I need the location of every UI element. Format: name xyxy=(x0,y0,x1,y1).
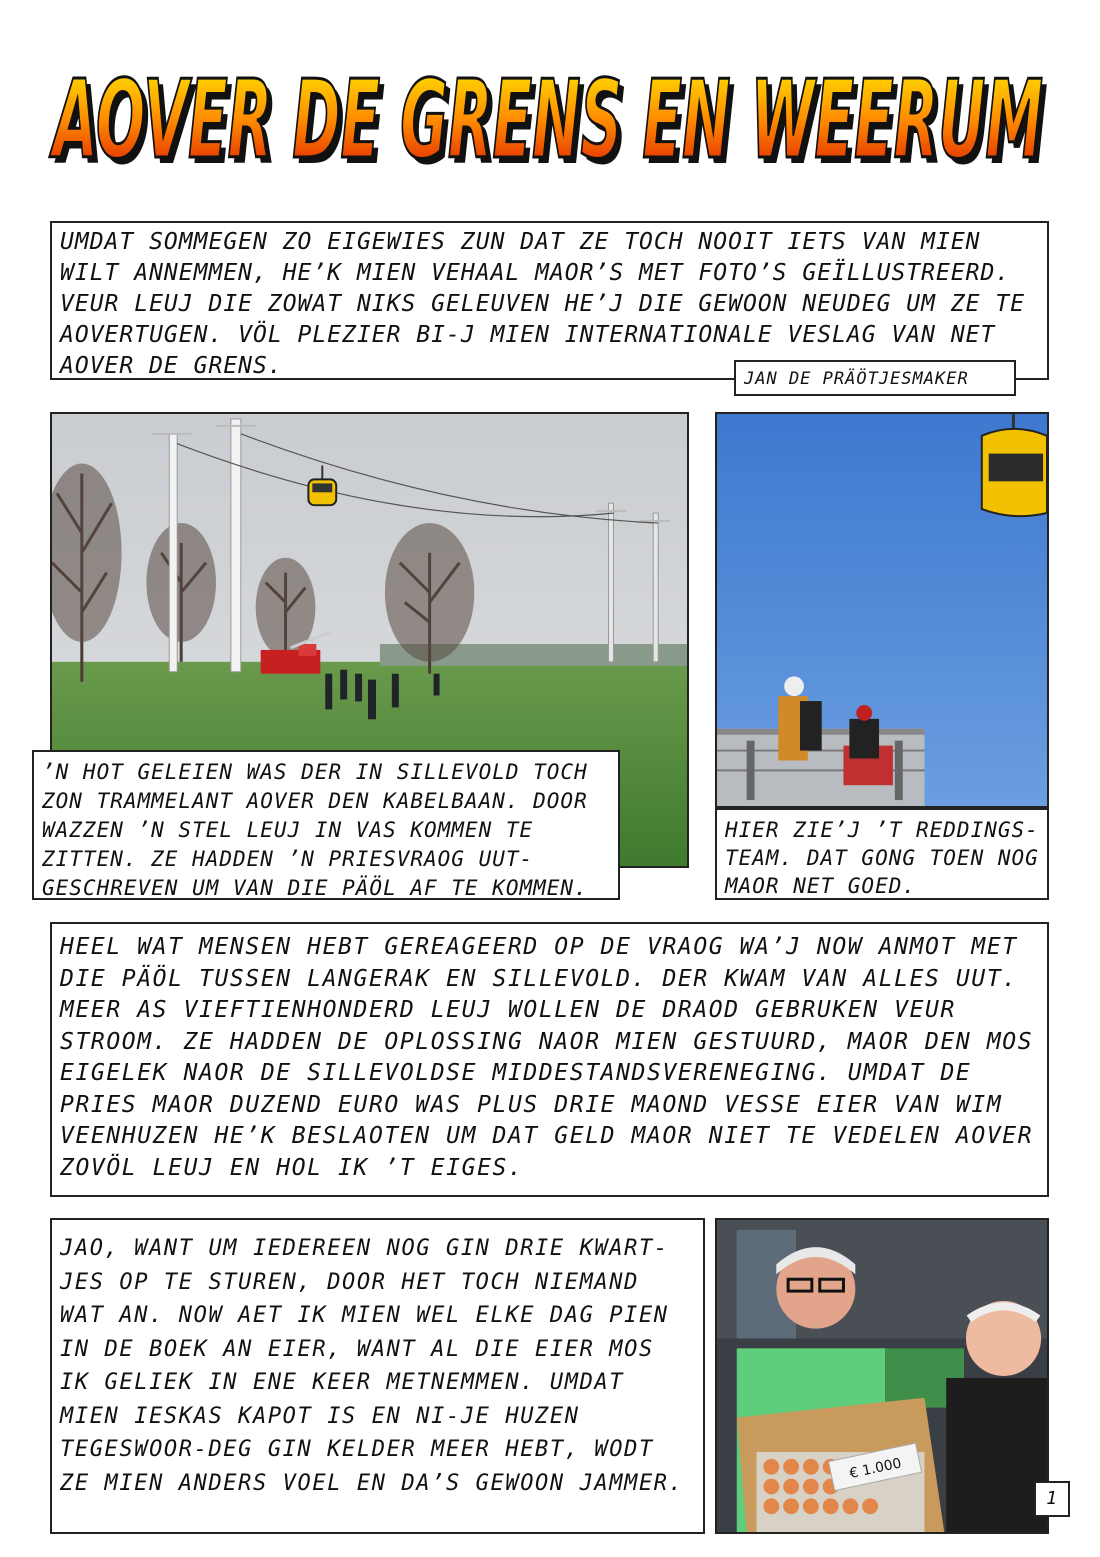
intro-box xyxy=(50,221,1049,380)
signature-box xyxy=(734,360,1016,396)
intro-text: UMDAT SOMMEGEN ZO EIGEWIES ZUN DAT ZE TOCH NOOIT IETS VAN MIEN WILT ANNEMMEN, HE’K MIEN VEHAAL MAOR’S MET FOTO’S GEÏLLUSTREERD. VEUR LEUJ DIE ZOWAT NIKS GELEUVEN HE’J DIE GEWOON NEUDEG UM ZE TE AOVERTUGEN. VÖL PLEZIER BI-J MIEN INTERNATIONALE VESLAG VAN NET AOVER DE GRENS. xyxy=(60,229,1026,379)
page-title xyxy=(45,60,1055,190)
middle-text-box xyxy=(50,922,1049,1197)
signature: JAN DE PRÄÖTJESMAKER xyxy=(744,369,969,389)
caption-rescue xyxy=(715,808,1049,900)
photo-rescue-team xyxy=(715,412,1049,808)
caption-rescue-text: HIER ZIE’J ’T REDDINGS-TEAM. DAT GONG TOEN NOG MAOR NET GOED. xyxy=(725,818,1039,898)
page-number xyxy=(1034,1481,1070,1517)
photo-eggs-box xyxy=(715,1218,1049,1534)
bottom-text: JAO, WANT UM IEDEREEN NOG GIN DRIE KWART-JES OP TE STUREN, DOOR HET TOCH NIEMAND WAT AN. NOW AET IK MIEN WEL ELKE DAG PIEN IN DE BOEK AN EIER, WANT AL DIE EIER MOS IK GELIEK IN ENE KEER METNEMMEN. UMDAT MIEN IESKAS KAPOT IS EN NI-JE HUZEN TEGESWOOR-DEG GIN KELDER MEER HEBT, WODT ZE MIEN ANDERS VOEL EN DA’S GEWOON JAMMER. xyxy=(60,1236,684,1496)
caption-cablecar xyxy=(32,750,620,900)
cheque-label: € 1.000 xyxy=(848,1455,903,1483)
middle-text: HEEL WAT MENSEN HEBT GEREAGEERD OP DE VRAOG WA’J NOW ANMOT MET DIE PÄÖL TUSSEN LANGERAK EN SILLEVOLD. DER KWAM VAN ALLES UUT. MEER AS VIEFTIENHONDERD LEUJ WOLLEN DE DRAOD GEBRUKEN VEUR STROOM. ZE HADDEN DE OPLOSSING NAOR MIEN GESTUURD, MAOR DEN MOS EIGELEK NAOR DE SILLEVOLDSE MIDDESTANDSVERENEGING. UMDAT DE PRIES MAOR DUZEND EURO WAS PLUS DRIE MAOND VESSE EIER VAN WIM VEENHUZEN HE’K BESLAOTEN UM DAT GELD MAOR NIET TE VEDELEN AOVER ZOVÖL LEUJ EN HOL IK ’T EIGES. xyxy=(60,934,1034,1181)
caption-cablecar-text: ’N HOT GELEIEN WAS DER IN SILLEVOLD TOCH ZON TRAMMELANT AOVER DEN KABELBAAN. DOOR WAZZEN ’N STEL LEUJ IN VAS KOMMEN TE ZITTEN. ZE HADDEN ’N PRIESVRAOG UUT-GESCHREVEN UM VAN DIE PÄÖL AF TE KOMMEN. xyxy=(42,760,588,900)
title-text: AOVER DE GRENS EN WEERUM xyxy=(48,60,1043,183)
title-shadow: AOVER DE GRENS EN WEERUM xyxy=(53,64,1048,189)
page-number-text: 1 xyxy=(1046,1488,1058,1509)
bottom-text-box xyxy=(50,1218,705,1534)
